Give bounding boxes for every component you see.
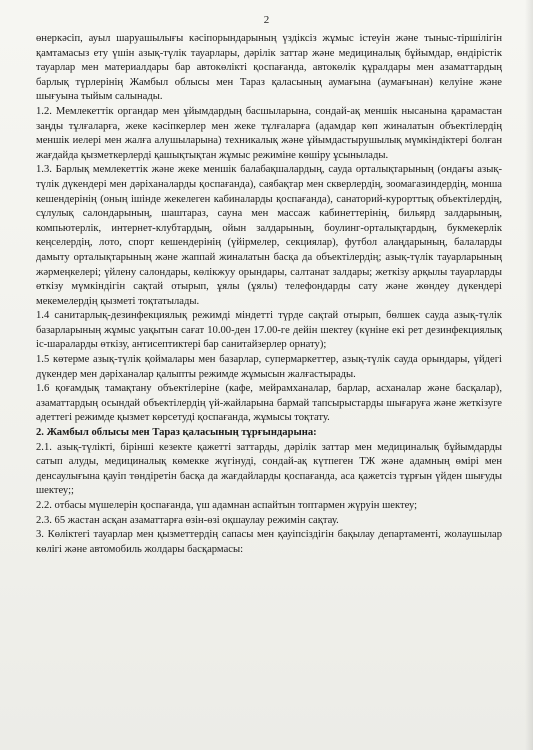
- paragraph-3: 3. Көліктегі тауарлар мен қызметтердің сапасы мен қауіпсіздігін бақылау департаменті, жолаушылар көлігі және автомобиль жолдары басқармасы:: [36, 529, 502, 555]
- paragraph-1-5: 1.5 көтерме азық-түлік қоймалары мен базарлар, супермаркеттер, азық-түлік сауда орындары, үйдегі дүкендер мен дәріханалар қалыпты режимде жұмысын жалғастырады.: [36, 354, 502, 380]
- paragraph-1-4: 1.4 санитарлық-дезинфекциялық режимді міндетті түрде сақтай отырып, бөлшек сауда азық-түлік базарларының жұмыс уақытын сағат 10.00-ден 17.00-ге дейін шектеу (күніне екі рет дезинфекциялық іс-шараларды өткізу, антисептиктері бар санитайзерлер орнату);: [36, 310, 502, 351]
- paragraph-intro: өнеркәсіп, ауыл шаруашылығы кәсіпорындарының үздіксіз жұмыс істеуін және тыныс-тіршілігін қамтамасыз ету үшін азық-түлік тауарлары, дәрілік заттар және медициналық бұйымдар, өндірістік тауарлар мен материалдары бар автокөлікті қоспағанда, автокөлік құралдары мен азаматтардың барлық түрлерінің Жамбыл облысы мен Тараз қаласының аумағына (аумағынан) келуіне және шығуына тыйым салынады.: [36, 33, 502, 103]
- document-body: [36, 32, 502, 557]
- scan-edge-shadow: [525, 0, 533, 750]
- page-number: 2: [263, 14, 270, 26]
- paragraph-1-2: 1.2. Мемлекеттік органдар мен ұйымдардың басшыларына, сондай-ақ меншік нысанына қарамастан заңды тұлғаларға, жеке кәсіпкерлер мен жеке тұлғаларға (адамдар көп жиналатын объектілердің меншік иелері мен жалға алушыларына) техникалық және ұйымдастырушылық мүмкіндіктері болған жағдайда қызметкерлерді қашықтықтан жұмыс режиміне көшіру ұсынылады.: [36, 105, 502, 161]
- paragraph-2-1: 2.1. азық-түлікті, бірінші кезекте қажетті заттарды, дәрілік заттар мен медициналық бұйымдарды сатып алуды, медициналық көмекке жүгінуді, сондай-ақ күтпеген ТЖ және адамның өмірі мен денсаулығына қауіп төндіретін басқа да жағдайларды қоспағанда, аса қажетсіз тұрғын үйден шығуды шектеу;;: [36, 441, 502, 497]
- paragraph-1-3: 1.3. Барлық мемлекеттік және жеке меншік балабақшалардың, сауда орталықтарының (ондағы азық-түлік дүкендері мен дәріханаларды қоспағанда), саябақтар мен скверлердің, зоомагазиндердің, монша кешендерінің (оның ішінде жекелеген кабиналарды қоспағанда), санаторий-курорттық объектілердің, сұлулық салондарының, шаштараз, сауна мен массаж кабинеттерінің, бильярд залдарының, компьютерлік, интернет-клубтардың, ойын залдарының, боулинг-орталықтардың, букмекерлік кеңселердің, лото, спорт кешендерінің (үйірмелер, секциялар), футбол алаңдарының, балаларды дамыту орталықтарының және жаппай жиналатын басқа да объектілердің; азық-түлік тауарларының жәрмеңкелері; үйлену салондары, көлікжуу орындары, салтанат залдары; жеткізу арқылы тауарларды өткізу мүмкіндігін сақтай отырып, ұялы (ұялы) телефондарды сату және жөндеу дүкендері мекемелердің қызметі тоқтатылады.: [36, 164, 502, 307]
- paragraph-1-6: 1.6 қоғамдық тамақтану объектілеріне (кафе, мейрамханалар, барлар, асханалар және басқалар), азаматтардың осындай объектілердің үй-жайларына бармай тапсырыстарды шығаруға және жеткізуге әдеттегі режимде қызмет көрсетуді қоспағанда, жұмысы тоқтату.: [36, 383, 502, 424]
- section-heading-2: 2. Жамбыл облысы мен Тараз қаласының тұрғындарына:: [36, 427, 317, 439]
- paragraph-2-2: 2.2. отбасы мүшелерін қоспағанда, үш адамнан аспайтын топтармен жүруін шектеу;: [36, 500, 418, 511]
- paragraph-2-3: 2.3. 65 жастан асқан азаматтарға өзін-өзі оқшаулау режимін сақтау.: [36, 514, 339, 526]
